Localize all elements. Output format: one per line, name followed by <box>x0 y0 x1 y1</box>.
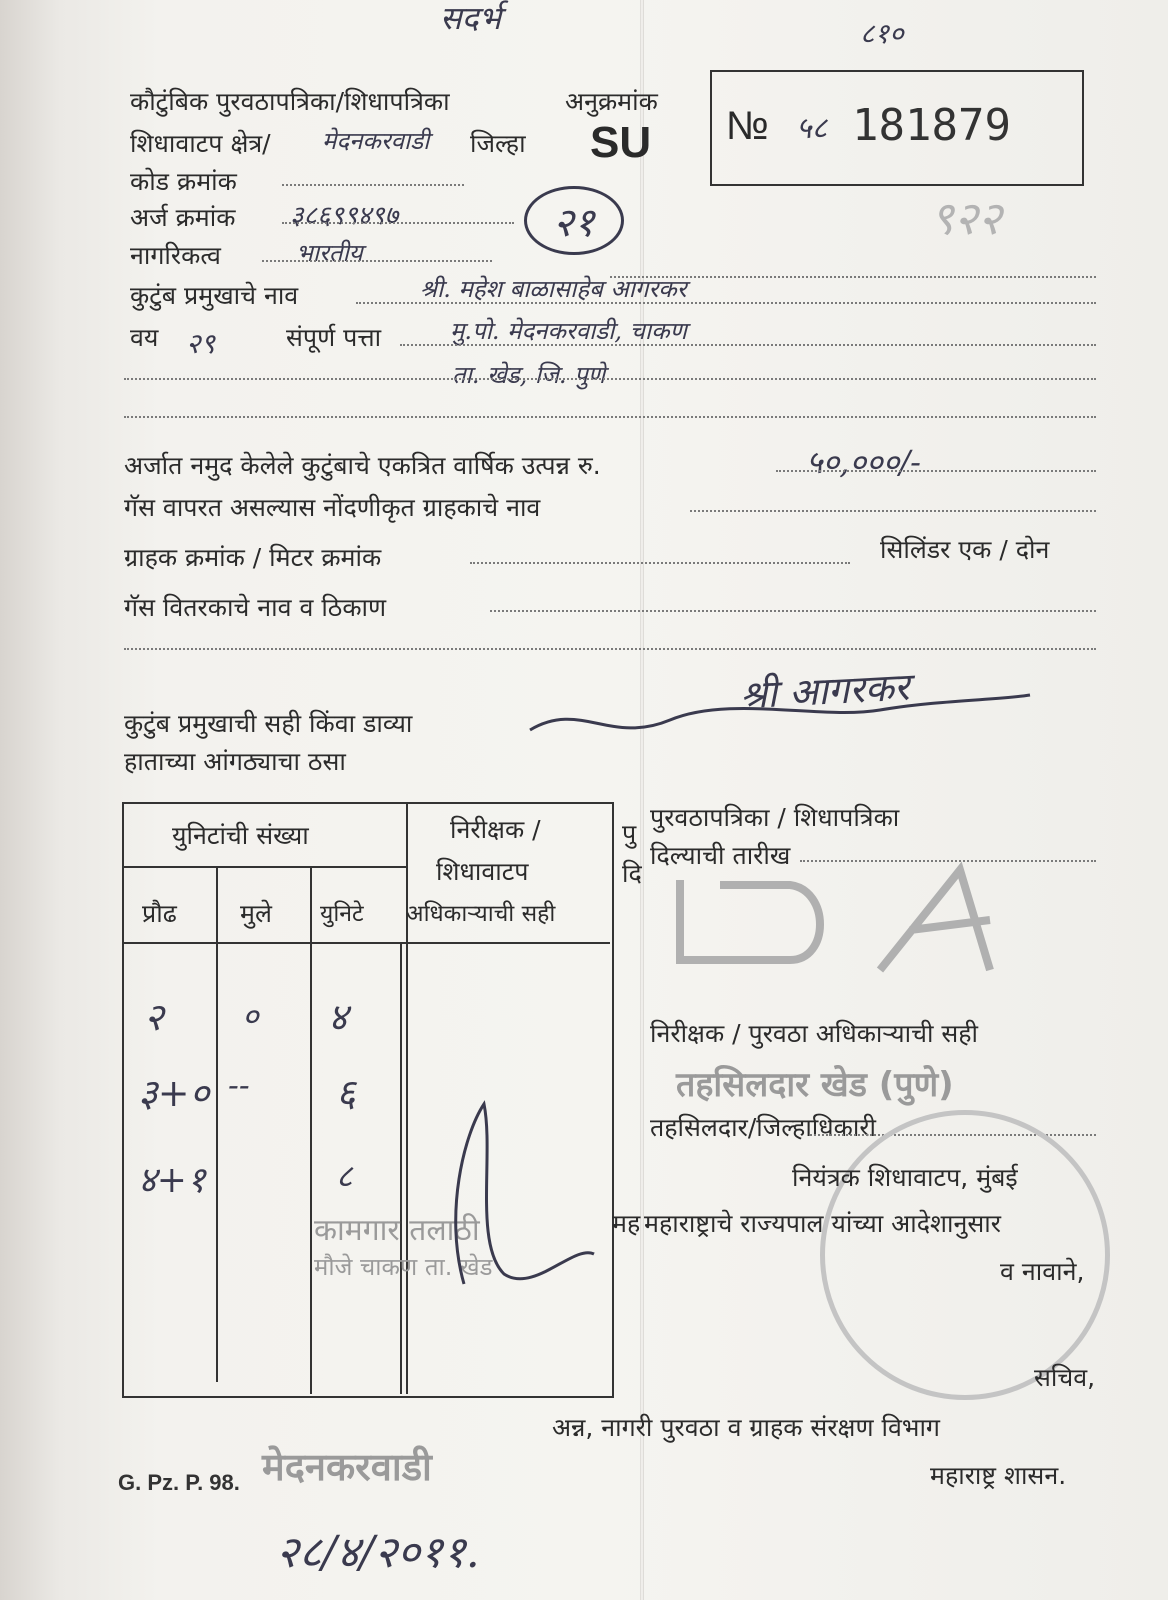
row2-units: ६ <box>336 1071 356 1115</box>
address-line1: मु.पो. मेदनकरवाडी, चाकण <box>450 317 687 345</box>
inspector-signature <box>424 1094 604 1294</box>
income-label: अर्जात नमुद केलेले कुटुंबाचे एकत्रित वार्षिक उत्पन्न रु. <box>124 451 601 480</box>
col-children: मुले <box>240 899 272 928</box>
governor-prefix: मह <box>612 1209 641 1238</box>
secretary: सचिव, <box>1034 1363 1096 1392</box>
district-label: जिल्हा <box>470 129 526 158</box>
issue-date-label: दिल्याची तारीख <box>650 841 791 870</box>
controller: नियंत्रक शिधावाटप, मुंबई <box>792 1163 1018 1192</box>
age-label: वय <box>130 323 159 352</box>
talathi-stamp-line2: मौजे चाकण ता. खेड <box>314 1253 493 1281</box>
top-scribble-number: ८१० <box>860 17 904 50</box>
units-table <box>122 802 614 1398</box>
row3-units: ८ <box>336 1157 353 1195</box>
head-name-label: कुटुंब प्रमुखाचे नाव <box>130 281 299 310</box>
issue-label: पुरवठापत्रिका / शिधापत्रिका <box>650 803 900 832</box>
governor-order-cont: व नावाने, <box>1000 1257 1085 1286</box>
gas-consumer-label: गॅस वापरत असल्यास नोंदणीकृत ग्राहकाचे नाव <box>124 493 541 522</box>
row1-children: ० <box>242 997 259 1035</box>
inspector-header-line2: शिधावाटप <box>436 857 529 886</box>
office-label: तहसिलदार/जिल्हाधिकारी <box>650 1113 877 1142</box>
code-label: कोड क्रमांक <box>130 167 237 196</box>
row1-units: ४ <box>328 995 348 1039</box>
signature-stroke <box>520 690 1040 750</box>
head-name-value: श्री. महेश बाळासाहेब आगरकर <box>420 275 687 303</box>
inspector-supply-sign: निरीक्षक / पुरवठा अधिकाऱ्याची सही <box>650 1019 979 1048</box>
department: अन्न, नागरी पुरवठा व ग्राहक संरक्षण विभाग <box>552 1413 941 1442</box>
tahsildar-stamp: तहसिलदार खेड (पुणे) <box>676 1065 954 1105</box>
inspector-header-line3: अधिकाऱ्याची सही <box>406 901 556 927</box>
application-label: अर्ज क्रमांक <box>130 203 236 232</box>
citizenship-value: भारतीय <box>296 239 363 267</box>
footer-date: २८/४/२०११. <box>276 1527 480 1578</box>
citizenship-label: नागरिकत्व <box>130 241 221 270</box>
date-scribble <box>660 860 1040 980</box>
col-adult: प्रौढ <box>142 899 177 928</box>
circled-number: २१ <box>524 186 624 255</box>
number-handwritten: ५८ <box>796 111 828 146</box>
consumer-number-label: ग्राहक क्रमांक / मिटर क्रमांक <box>124 543 382 572</box>
issue-label-prefix: पु <box>622 819 637 848</box>
address-line2: ता. खेड, जि. पुणे <box>452 361 606 389</box>
row2-adult: ३+० <box>138 1071 210 1115</box>
number-prefix: № <box>726 104 769 148</box>
serial-number: 181879 <box>852 100 1011 151</box>
inspector-header-line1: निरीक्षक / <box>450 815 541 844</box>
area-value: मेदनकरवाडी <box>322 127 430 155</box>
marginal-number: ९२२ <box>930 191 1002 245</box>
col-units: युनिटे <box>320 901 364 927</box>
row1-adult: २ <box>144 995 164 1039</box>
date-label-prefix: दि <box>622 859 642 888</box>
application-value: ३८६९९४९७ <box>290 201 399 231</box>
serial-label: अनुक्रमांक <box>565 87 658 116</box>
paper-fold <box>640 0 644 1600</box>
income-value: ५०,०००/- <box>806 443 921 481</box>
signature-label-line2: हाताच्या आंगठ्याचा ठसा <box>124 747 346 776</box>
age-value: २९ <box>186 327 216 360</box>
top-scribble: सदर्भ <box>440 0 502 37</box>
head-signature: श्री आगरकर <box>739 664 911 718</box>
row2-children: -- <box>228 1066 250 1104</box>
footer-stamp: मेदनकरवाडी <box>262 1445 432 1489</box>
units-header: युनिटांची संख्या <box>172 821 309 850</box>
address-label: संपूर्ण पत्ता <box>286 323 382 352</box>
row3-adult: ४+१ <box>138 1160 206 1201</box>
talathi-stamp-line1: कामगार तलाठी <box>314 1213 480 1248</box>
area-label: शिधावाटप क्षेत्र/ <box>130 129 271 158</box>
governor-order: महाराष्ट्राचे राज्यपाल यांच्या आदेशानुसार <box>644 1209 1001 1238</box>
government: महाराष्ट्र शासन. <box>930 1461 1067 1490</box>
signature-label-line1: कुटुंब प्रमुखाची सही किंवा डाव्या <box>124 709 413 738</box>
series-code: SU <box>590 118 652 167</box>
card-title: कौटुंबिक पुरवठापत्रिका/शिधापत्रिका <box>130 87 450 116</box>
serial-number-box <box>710 70 1084 186</box>
form-code: G. Pz. P. 98. <box>118 1470 240 1495</box>
distributor-label: गॅस वितरकाचे नाव व ठिकाण <box>124 593 387 622</box>
cylinder-label: सिलिंडर एक / दोन <box>880 535 1050 564</box>
